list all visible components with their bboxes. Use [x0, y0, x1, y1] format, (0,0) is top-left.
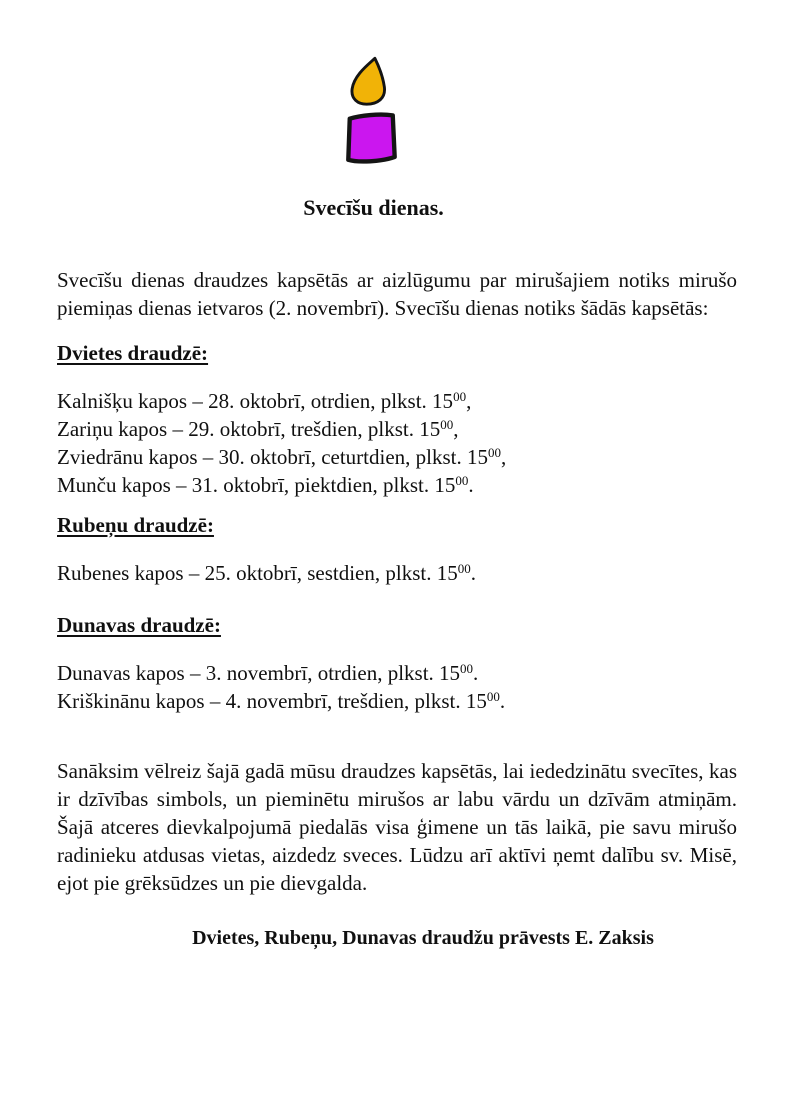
signature-line: Dvietes, Rubeņu, Dunavas draudžu prāvests E. Zaksis	[192, 927, 654, 949]
schedule-text: Rubenes kapos – 25. oktobrī, sestdien, plkst. 15	[57, 561, 458, 585]
time-superscript: 00	[453, 389, 467, 404]
candle-flame-icon	[352, 58, 385, 104]
schedule-line	[57, 387, 737, 415]
schedule-line	[57, 687, 737, 715]
candle-icon	[342, 54, 400, 168]
schedule-line	[57, 415, 737, 443]
schedule-line	[57, 559, 737, 587]
page-title: Svecīšu dienas.	[303, 195, 444, 220]
schedule-punctuation: ,	[453, 417, 459, 441]
time-superscript: 00	[486, 689, 500, 704]
candle-body	[348, 115, 394, 162]
time-superscript: 00	[488, 445, 502, 460]
schedule-text: Kriškinānu kapos – 4. novembrī, trešdien, plkst. 15	[57, 689, 487, 713]
schedule-list-rubenu	[57, 559, 737, 587]
time-superscript: 00	[440, 417, 454, 432]
time-superscript: 00	[455, 473, 469, 488]
schedule-line	[57, 443, 737, 471]
schedule-punctuation: .	[468, 473, 474, 497]
schedule-line	[57, 659, 737, 687]
schedule-punctuation: ,	[466, 389, 472, 413]
section-heading-rubenu: Rubeņu draudzē:	[57, 513, 214, 537]
section-heading-dvietes: Dvietes draudzē:	[57, 341, 209, 365]
schedule-text: Zviedrānu kapos – 30. oktobrī, ceturtdien, plkst. 15	[57, 445, 489, 469]
schedule-punctuation: .	[473, 661, 479, 685]
schedule-text: Kalnišķu kapos – 28. oktobrī, otrdien, plkst. 15	[57, 389, 454, 413]
schedule-list-dvietes	[57, 387, 737, 499]
schedule-punctuation: .	[470, 561, 476, 585]
schedule-text: Munču kapos – 31. oktobrī, piektdien, plkst. 15	[57, 473, 456, 497]
section-heading-dunavas: Dunavas draudzē:	[57, 613, 221, 637]
time-superscript: 00	[460, 661, 474, 676]
schedule-punctuation: ,	[501, 445, 507, 469]
schedule-line	[57, 471, 737, 499]
schedule-punctuation: .	[499, 689, 506, 713]
time-superscript: 00	[457, 561, 471, 576]
intro-paragraph: Svecīšu dienas draudzes kapsētās ar aizlūgumu par mirušajiem notiks mirušo piemiņas dienas ietvaros (2. novembrī). Svecīšu dienas notiks šādās kapsētās:	[57, 268, 737, 320]
schedule-list-dunavas	[57, 659, 737, 715]
schedule-text: Zariņu kapos – 29. oktobrī, trešdien, plkst. 15	[57, 417, 441, 441]
closing-paragraph: Sanāksim vēlreiz šajā gadā mūsu draudzes kapsētās, lai iededzinātu svecītes, kas ir dzīvības simbols, un pieminētu mirušos ar labu vārdu un dzīvām atmiņām. Šajā atceres dievkalpojumā piedalās visa ģimene un tās laikā, pie savu mirušo radinieku atdusas vietas, aizdedz sveces. Lūdzu arī aktīvi ņemt dalību sv. Misē, ejot pie grēksūdzes un pie dievgalda.	[57, 759, 737, 895]
schedule-text: Dunavas kapos – 3. novembrī, otrdien, plkst. 15	[57, 661, 461, 685]
